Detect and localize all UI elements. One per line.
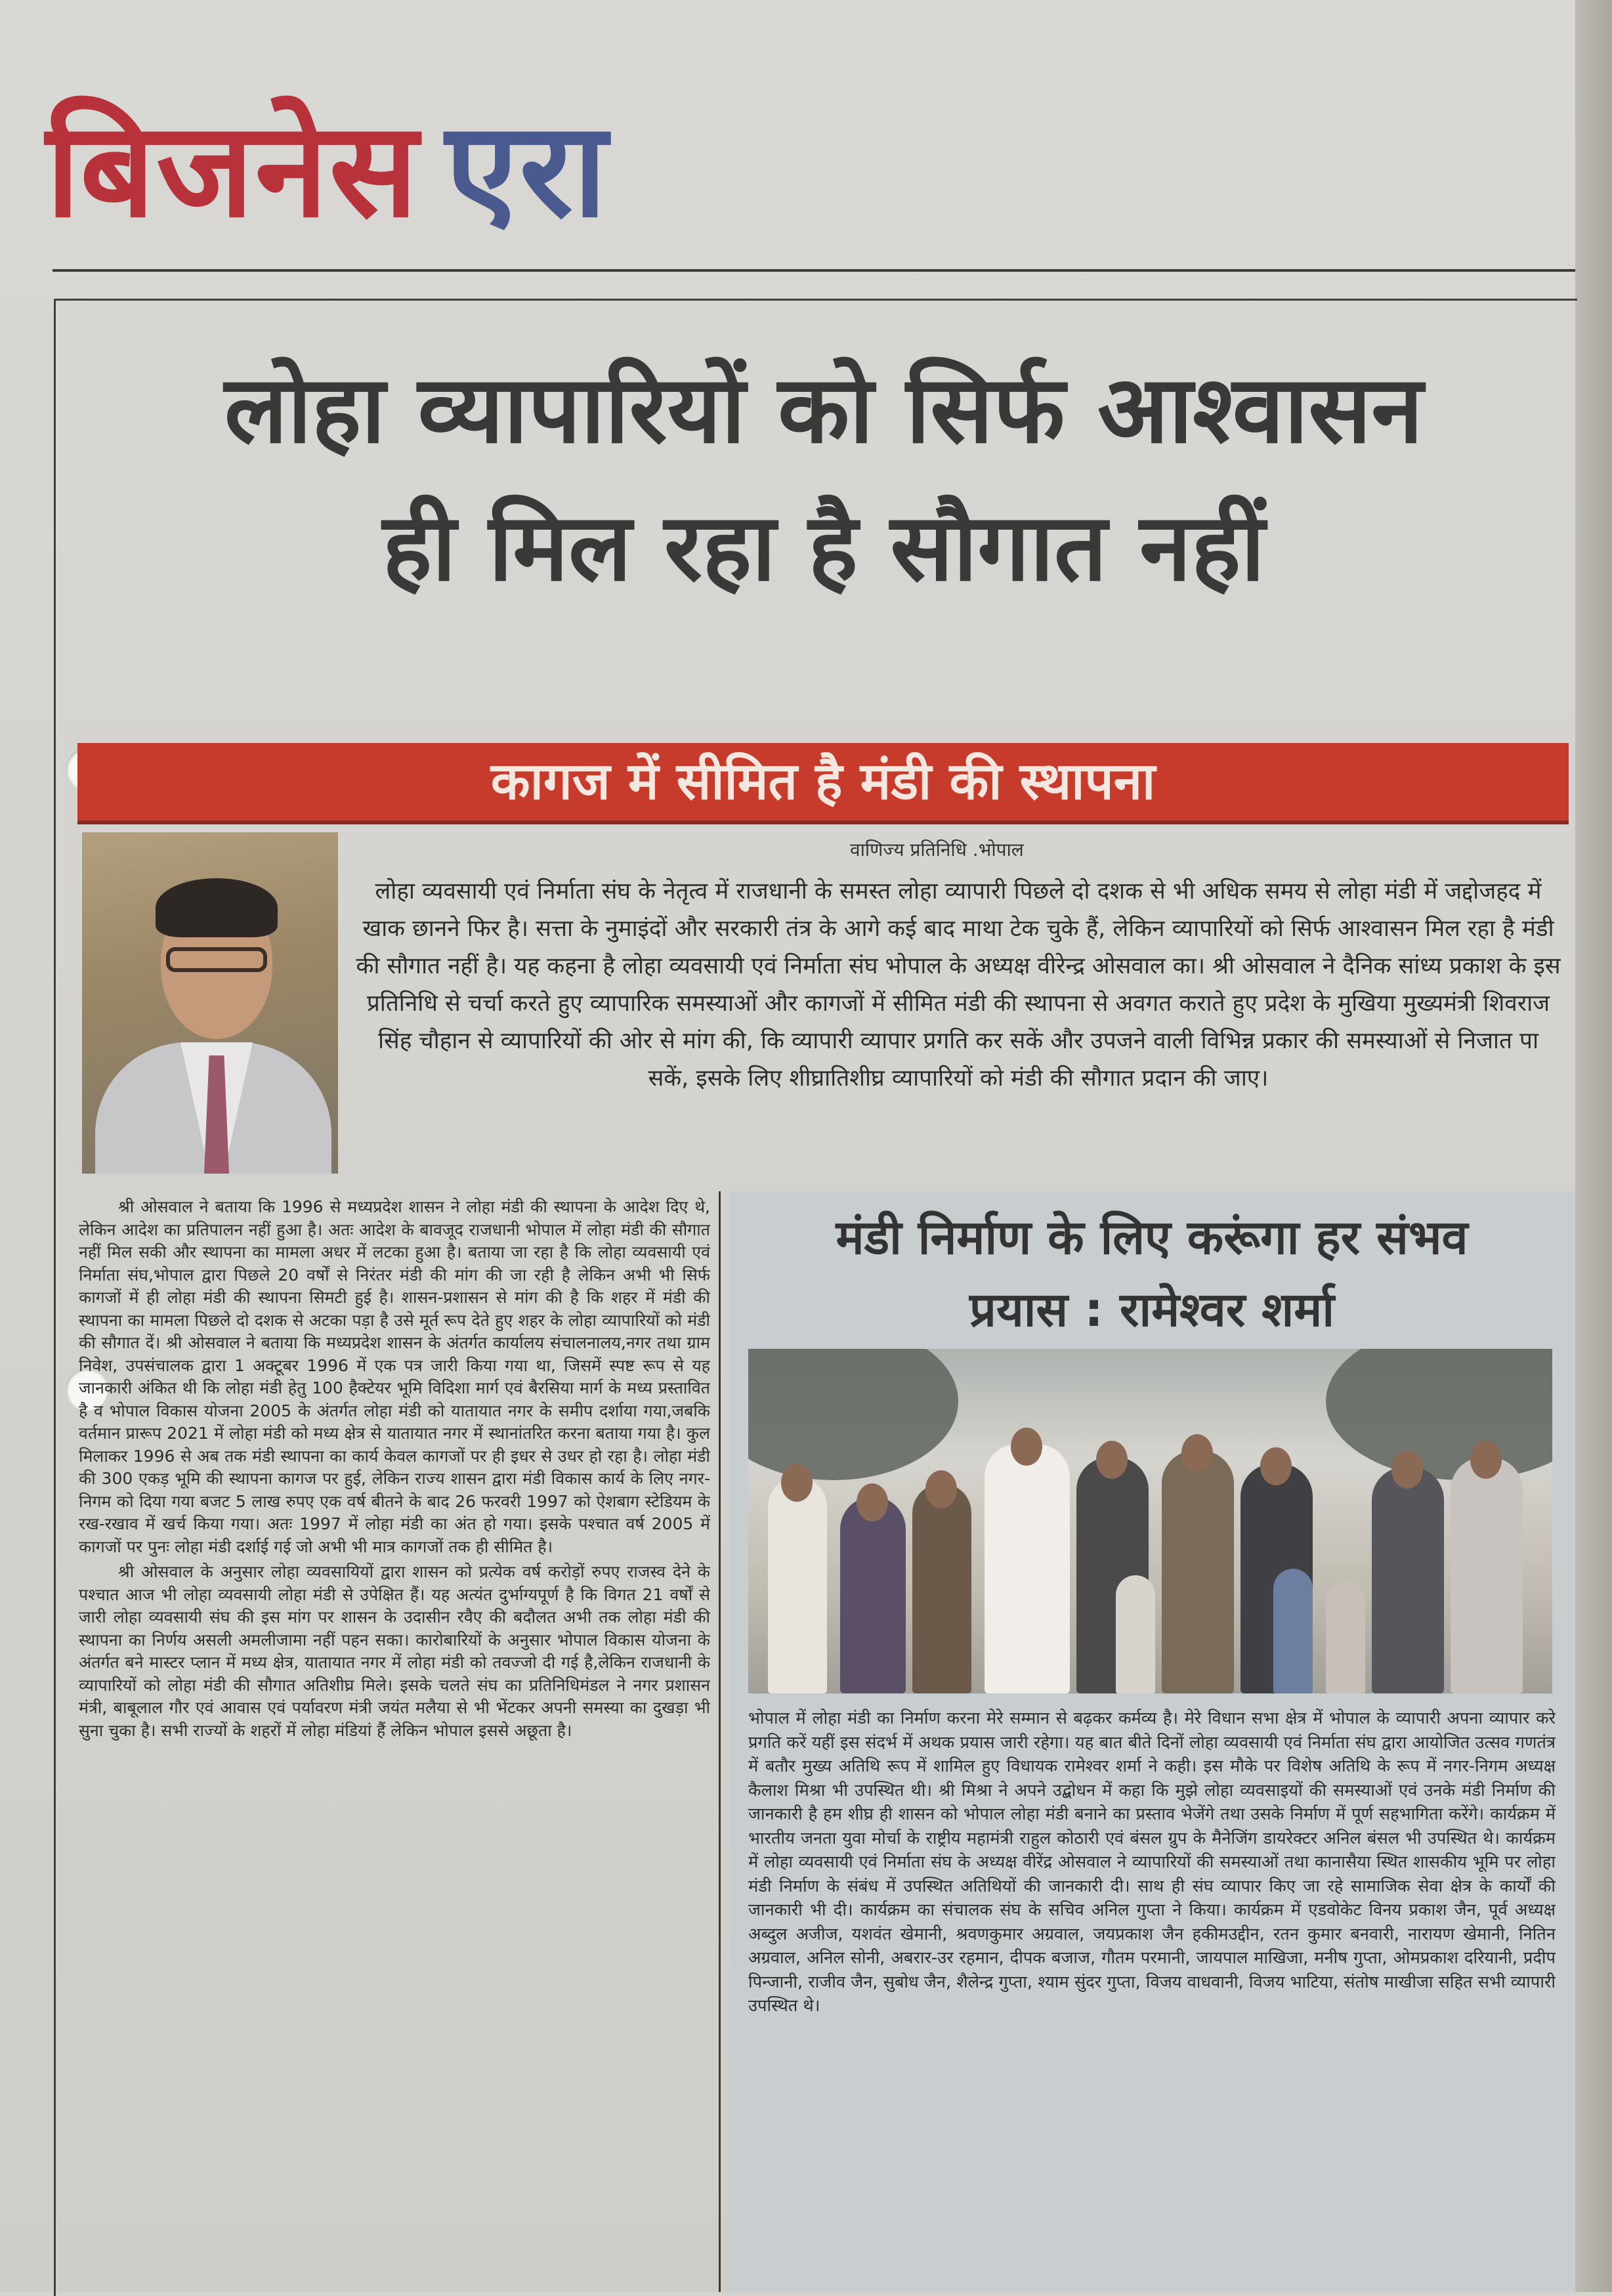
photo-hair: [156, 878, 278, 937]
masthead: [46, 85, 608, 256]
headline-line-1: लोहा व्यापारियों को सिर्फ आश्वासन: [224, 356, 1424, 464]
page-edge: [1575, 0, 1612, 2292]
photo-tree: [748, 1349, 958, 1480]
masthead-word-era: एरा: [445, 94, 608, 247]
photo-child: [1273, 1569, 1313, 1693]
box-headline-line-2: प्रयास : रामेश्वर शर्मा: [969, 1282, 1334, 1337]
group-photo: [748, 1349, 1552, 1693]
portrait-photo: [82, 832, 338, 1174]
photo-head: [925, 1470, 957, 1508]
photo-head: [1391, 1451, 1423, 1489]
subheadline: कागज में सीमित है मंडी की स्थापना: [490, 752, 1156, 811]
photo-person: [1372, 1467, 1444, 1693]
photo-person: [985, 1444, 1070, 1693]
photo-person: [840, 1497, 906, 1693]
headline-line-2: ही मिल रहा है सौगात नहीं: [382, 494, 1265, 602]
photo-glasses: [166, 947, 267, 972]
photo-head: [1181, 1434, 1213, 1472]
column-divider: [719, 1191, 721, 2292]
photo-person: [1451, 1457, 1523, 1693]
box-headline-line-1: मंडी निर्माण के लिए करूंगा हर संभव: [836, 1210, 1468, 1265]
intro-paragraph: लोहा व्यवसायी एवं निर्माता संघ के नेतृत्व में राजधानी के समस्त लोहा व्यापारी पिछले दो दशक से भी अधिक समय से लोहा मंडी में जद्दोजहद में खाक छानने फिर है। सत्ता के नुमाइंदों और सरकारी तंत्र के आगे कई बाद माथा टेक चुके हैं, लेकिन व्यापारियों को सिर्फ आश्वासन मिल रहा है मंडी की सौगात नहीं है। यह कहना है लोहा व्यवसायी एवं निर्माता संघ भोपाल के अध्यक्ष वीरेन्द्र ओसवाल का। श्री ओसवाल ने दैनिक सांध्य प्रकाश के इस प्रतिनिधि से चर्चा करते हुए व्यापारिक समस्याओं और कागजों में सीमित मंडी की स्थापना से अवगत कराते हुए प्रदेश के मुखिया मुख्यमंत्री शिवराज सिंह चौहान से व्यापारियों की ओर से मांग की, कि व्यापारी व्यापार प्रगति कर सकें और उपजने वाली विभिन्न प्रकार की समस्याओं से निजात पा सकें, इसके लिए शीघ्रातिशीघ्र व्यापारियों को मंडी की सौगात प्रदान की जाए।: [356, 878, 1561, 1092]
photo-head: [1096, 1441, 1128, 1479]
photo-head: [1011, 1428, 1042, 1466]
photo-person: [1162, 1451, 1234, 1693]
box-caption: भोपाल में लोहा मंडी का निर्माण करना मेरे सम्मान से बढ़कर कर्मव्य है। मेरे विधान सभा क्षेत्र में भोपाल के व्यापारी अपना व्यापार करे प्रगति करें यहीं इस संदर्भ में अथक प्रयास जारी रहेगा। यह बात बीते दिनों लोहा व्यवसायी एवं निर्माता संघ द्वारा आयोजित उत्सव गणतंत्र में बतौर मुख्य अतिथि रूप में शामिल हुए विधायक रामेश्वर शर्मा ने कही। इस मौके पर विशेष अतिथि के रूप में नगर-निगम अध्यक्ष कैलाश मिश्रा भी उपस्थित थी। श्री मिश्रा ने अपने उद्बोधन में कहा कि मुझे लोहा व्यवसाइयों की समस्याओं एवं उनके मंडी निर्माण की जानकारी है हम शीघ्र ही शासन को भोपाल लोहा मंडी बनाने का प्रस्ताव भेजेंगे तथा उसके निर्माण में पूर्ण सहभागिता करेंगे। कार्यक्रम में भारतीय जनता युवा मोर्चा के राष्ट्रीय महामंत्री राहुल कोठारी एवं बंसल ग्रुप के मैनेजिंग डायरेक्टर अनिल बंसल भी उपस्थित थे। कार्यक्रम में लोहा व्यवसायी एवं निर्माता संघ के अध्यक्ष वीरेंद्र ओसवाल ने व्यापारियों की समस्याओं तथा कानासैया स्थित शासकीय भूमि पर लोहा मंडी निर्माण के संबंध में उपस्थित अतिथियों की जानकारी दी। साथ ही संघ व्यापार किए जा रहे सामाजिक सेवा क्षेत्र के कार्यों की जानकारी भी दी। कार्यक्रम का संचालक संघ के सचिव अनिल गुप्ता ने किया। कार्यक्रम में एडवोकेट विनय प्रकाश जैन, पूर्व अध्यक्ष अब्दुल अजीज, यशवंत खेमानी, श्रवणकुमार अग्रवाल, जयप्रकाश जैन हकीमउद्दीन, रतन कुमार बनवारी, नारायण खेमानी, नितिन अग्रवाल, अनिल सोनी, अबरार-उर रहमान, दीपक बजाज, गौतम परमानी, जायपाल माखिजा, मनीष गुप्ता, ओमप्रकाश दरियानी, प्रदीप पिन्जानी, राजीव जैन, सुबोध जैन, शैलेन्द्र गुप्ता, श्याम सुंदर गुप्ता, विजय वाधवानी, विजय भाटिया, संतोष माखीजा सहित सभी व्यापारी उपस्थित थे।: [748, 1709, 1556, 2016]
masthead-word-business: बिजनेस: [46, 94, 419, 247]
byline: वाणिज्य प्रतिनिधि .भोपाल: [850, 839, 1024, 861]
photo-tree: [1326, 1349, 1552, 1480]
photo-person: [768, 1477, 827, 1693]
body-paragraph-1: श्री ओसवाल ने बताया कि 1996 से मध्यप्रदेश शासन ने लोहा मंडी की स्थापना के आदेश दिए थे, लेकिन आदेश का प्रतिपालन नहीं हुआ है। अतः आदेश के बावजूद राजधानी भोपाल में लोहा मंडी की सौगात नहीं मिल सकी और स्थापना का मामला अधर में लटका हुआ है। बताया जा रहा है कि लोहा व्यवसायी एवं निर्माता संघ,भोपाल द्वारा पिछले 20 वर्षों से निरंतर मंडी की मांग की जा रही है लेकिन अभी भी सिर्फ कागजों में ही लोहा मंडी की स्थापना सिमटी हुई है। शासन-प्रशासन से मांग की है कि शहर में मंडी की स्थापना का मामला पिछले दो दशक से अटका पड़ा है उसे मूर्त रूप देते हुए शहर के लोहा व्यापारियों को मंडी की सौगात दें। श्री ओसवाल ने बताया कि मध्यप्रदेश शासन के अंतर्गत कार्यालय संचालनालय,नगर तथा ग्राम निवेश, उपसंचालक द्वारा 1 अक्टूबर 1996 में एक पत्र जारी किया गया था, जिसमें स्पष्ट रूप से यह जानकारी अंकित थी कि लोहा मंडी हेतु 100 हैक्टेयर भूमि विदिशा मार्ग एवं बैरसिया मार्ग के मध्य प्रस्तावित है व भोपाल विकास योजना 2005 के अंतर्गत लोहा मंडी को यातायात नगर के समीप दर्शाया गया,जबकि वर्तमान प्रारूप 2021 में लोहा मंडी को मध्य क्षेत्र से यातायात नगर में स्थानांतरित करना बताया गया है। कुल मिलाकर 1996 से अब तक मंडी स्थापना का कार्य केवल कागजों पर ही इधर से उधर हो रहा है। लोहा मंडी की 300 एकड़ भूमि की स्थापना कागज पर हुई, लेकिन राज्य शासन द्वारा मंडी विकास कार्य के लिए नगर-निगम को दिया गया बजट 5 लाख रुपए एक वर्ष बीतने के बाद 26 फरवरी 1997 को ऐशबाग स्टेडियम के रख-रखाव में खर्च किया गया। अतः 1997 में लोहा मंडी का अंत हो गया। इसके पश्चात वर्ष 2005 में कागजों पर पुनः लोहा मंडी दर्शाई गई जो अभी भी मात्र कागजों तक ही सीमित है।: [79, 1197, 710, 1556]
photo-head: [857, 1483, 888, 1521]
box-headline: [735, 1201, 1569, 1346]
body-paragraph-2: श्री ओसवाल के अनुसार लोहा व्यवसायियों द्वारा शासन को प्रत्येक वर्ष करोड़ों रुपए राजस्व देने के पश्चात आज भी लोहा व्यवसायी लोहा मंडी से उपेक्षित हैं। यह अत्यंत दुर्भाग्यपूर्ण है कि विगत 21 वर्षों से जारी लोहा व्यवसायी संघ की इस मांग पर शासन के उदासीन रवैए की बदौलत अभी तक लोहा मंडी की स्थापना का निर्णय असली अमलीजामा नहीं पहन सका। कारोबारियों के अनुसार भोपाल विकास योजना के अंतर्गत बने मास्टर प्लान में मध्य क्षेत्र, यातायात नगर में लोहा मंडी को तवज्जो दी गई है,लेकिन राजधानी के व्यापारियों को लोहा मंडी की सौगात अतिशीघ्र मिले। इसके चलते संघ का प्रतिनिधिमंडल ने नगर प्रशासन मंत्री, बाबूलाल गौर एवं आवास एवं पर्यावरण मंत्री जयंत मलैया से भी भेंटकर अपनी समस्या का दुखड़ा भी सुना चुका है। सभी राज्यों के शहरों में लोहा मंडियां हैं लेकिन भोपाल इससे अछूता है।: [79, 1562, 710, 1740]
body-column: [79, 1196, 710, 2285]
photo-head: [781, 1464, 813, 1502]
photo-person: [912, 1483, 971, 1693]
headline: [72, 341, 1575, 617]
masthead-rule: [53, 269, 1575, 272]
photo-head: [1260, 1447, 1292, 1485]
photo-child: [1326, 1582, 1365, 1693]
photo-child: [1116, 1575, 1155, 1693]
photo-head: [1470, 1441, 1502, 1479]
